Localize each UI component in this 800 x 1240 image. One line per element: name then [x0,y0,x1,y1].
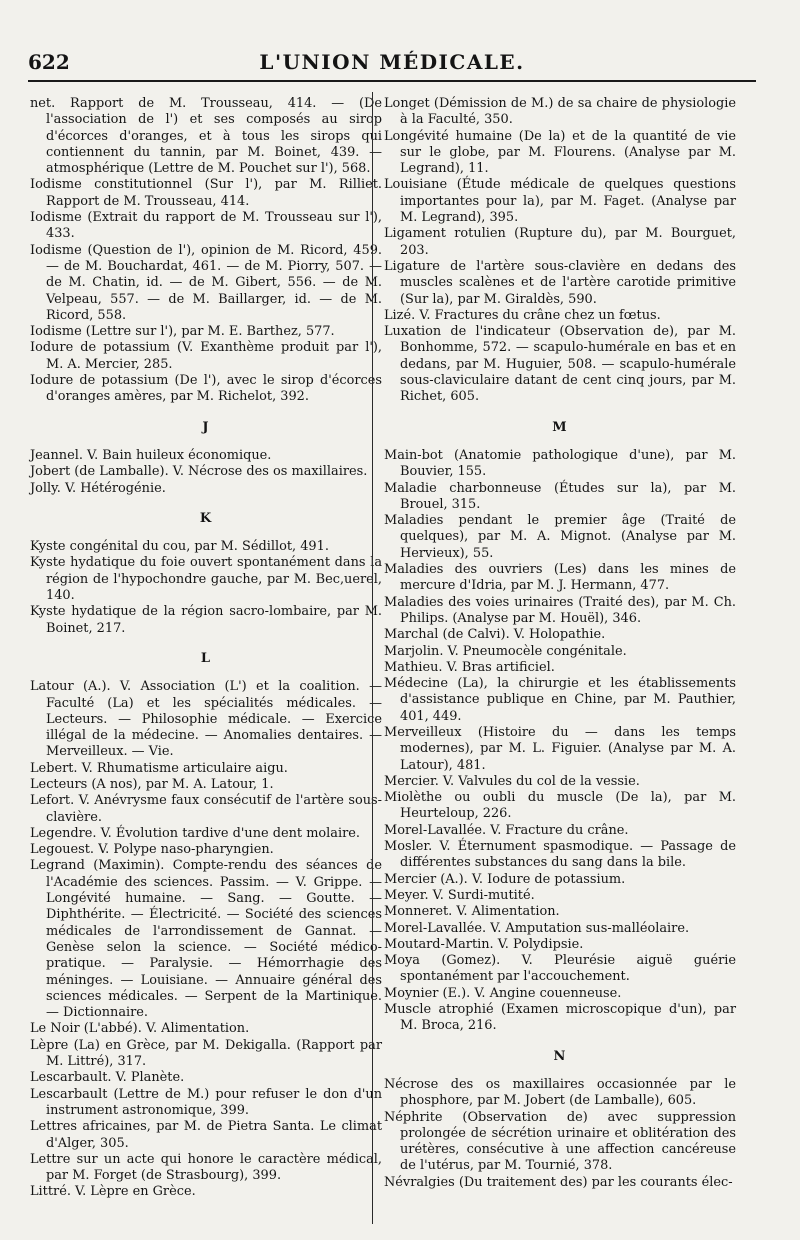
index-entry: Iodure de potassium (V. Exanthème produit par l'), M. A. Mercier, 285. [30,340,382,372]
index-entry: Longet (Démission de M.) de sa chaire de physiologie à la Faculté, 350. [384,96,736,128]
index-entry: Luxation de l'indicateur (Observation de), par M. Bonhomme, 572. — scapulo-humérale en bas et en dedans, par M. Huguier, 508. — scapulo-humérale sous-claviculaire datant de cent cinq jours, par M. Richet, 605. [384,324,736,405]
index-entry: Morel-Lavallée. V. Fracture du crâne. [384,822,629,838]
index-entry: Lescarbault (Lettre de M.) pour refuser le don d'un instrument astronomique, 399. [30,1086,382,1118]
running-title: L'UNION MÉDICALE. [259,50,525,74]
index-entry: Névralgies (Du traitement des) par les courants élec- [384,1174,733,1190]
index-entry: Louisiane (Étude médicale de quelques questions importantes pour la), par M. Faget. (Analyse par M. Legrand), 395. [384,177,736,226]
index-entry: Iodisme (Question de l'), opinion de M. Ricord, 459. — de M. Bouchardat, 461. — de M. Piorry, 507. — de M. Chatin, id. — de M. Gibert, 556. — de M. Velpeau, 557. — de M. Baillarger, id. — de M. Ricord, 558. [30,242,382,323]
index-entry: Ligament rotulien (Rupture du), par M. Bourguet, 203. [384,226,736,258]
index-entry: Jolly. V. Hétérogénie. [30,480,166,496]
column-divider [372,92,373,1224]
index-entry: Lizé. V. Fractures du crâne chez un fœtus. [384,307,661,323]
index-entry: Legrand (Maximin). Compte-rendu des séances de l'Académie des sciences. Passim. — V. Grippe. — Longévité humaine. — Sang. — Goutte. — Diphthérite. — Électricité. — Société des sciences médicales de l'arrondissement de Gannat. — Genèse selon la science. — Société médico-pratique. — Paralysie. — Hémorrhagie des méninges. — Louisiane. — Annuaire général des sciences médicales. — Serpent de la Martinique. — Dictionnaire. [30,858,382,1021]
index-entry: Iodisme (Lettre sur l'), par M. E. Barthez, 577. [30,324,335,340]
index-entry: Marjolin. V. Pneumocèle congénitale. [384,643,627,659]
index-entry: Morel-Lavallée. V. Amputation sus-malléolaire. [384,920,690,936]
index-entry: Littré. V. Lèpre en Grèce. [30,1184,196,1200]
index-entry: Maladies pendant le premier âge (Traité de quelques), par M. A. Mignot. (Analyse par M. Hervieux), 55. [384,513,736,561]
index-entry: Maladies des voies urinaires (Traité des), par M. Ch. Philips. (Analyse par M. Houël), 346. [384,594,736,626]
index-entry: Mathieu. V. Bras artificiel. [384,659,555,675]
page-header [28,48,756,84]
index-entry: Néphrite (Observation de) avec suppression prolongée de sécrétion urinaire et oblitération des urétères, consécutive à une affection cancéreuse de l'utérus, par M. Tournié, 378. [384,1109,736,1174]
index-entry: Meyer. V. Surdi-mutité. [384,887,535,903]
index-entry: Mosler. V. Éternument spasmodique. — Passage de différentes substances du sang dans la bile. [384,839,736,871]
page-number: 622 [28,50,70,74]
index-entry: Lescarbault. V. Planète. [30,1070,185,1086]
index-entry: Mercier (A.). V. Iodure de potassium. [384,871,626,887]
index-entry: Mercier. V. Valvules du col de la vessie. [384,773,640,789]
index-entry: Kyste hydatique du foie ouvert spontanément dans la région de l'hypochondre gauche, par M. Bec,uerel, 140. [30,555,382,604]
index-entry: Miolèthe ou oubli du muscle (De la), par M. Heurteloup, 226. [384,790,736,822]
index-entry: Maladie charbonneuse (Études sur la), par M. Brouel, 315. [384,480,736,512]
index-entry: Moynier (E.). V. Angine couenneuse. [384,985,622,1001]
index-entry: Moya (Gomez). V. Pleurésie aiguë guérie spontanément par l'accouchement. [384,953,736,985]
index-entry: Longévité humaine (De la) et de la quantité de vie sur le globe, par M. Flourens. (Analyse par M. Legrand), 11. [384,128,736,177]
index-entry: Monneret. V. Alimentation. [384,904,560,920]
right-column [384,96,736,1191]
index-entry: Médecine (La), la chirurgie et les établissements d'assistance publique en Chine, par M. Pauthier, 401, 449. [384,676,736,724]
section-letter: M [552,419,568,435]
index-entry: Kyste hydatique de la région sacro-lombaire, par M. Boinet, 217. [30,604,382,636]
index-entry: Lecteurs (A nos), par M. A. Latour, 1. [30,776,274,792]
index-entry: net. Rapport de M. Trousseau, 414. — (De l'association de l') et ses composés au sirop d'écorces d'oranges, et à tous les sirops qui contiennent du tannin, par M. Boinet, 439. — atmosphérique (Lettre de M. Pouchet sur l'), 568. [30,96,382,177]
index-entry: Muscle atrophié (Examen microscopique d'un), par M. Broca, 216. [384,1002,736,1034]
header-rule [28,80,756,82]
index-entry: Marchal (de Calvi). V. Holopathie. [384,627,606,643]
index-entry: Jeannel. V. Bain huileux économique. [30,447,272,463]
index-entry: Merveilleux (Histoire du — dans les temps modernes), par M. L. Figuier. (Analyse par M. A. Latour), 481. [384,724,736,773]
index-entry: Iodisme constitutionnel (Sur l'), par M. Rilliet. Rapport de M. Trousseau, 414. [30,177,382,209]
index-entry: Iodure de potassium (De l'), avec le sirop d'écorces d'oranges amères, par M. Richelot, 392. [30,373,382,405]
index-entry: Kyste congénital du cou, par M. Sédillot, 491. [30,539,329,555]
index-entry: Legendre. V. Évolution tardive d'une dent molaire. [30,825,360,841]
index-entry: Moutard-Martin. V. Polydipsie. [384,936,584,952]
index-entry: Lettres africaines, par M. de Pietra Santa. Le climat d'Alger, 305. [30,1119,382,1151]
index-entry: Lettre sur un acte qui honore le caractère médical, par M. Forget (de Strasbourg), 399. [30,1151,382,1184]
index-entry: Lebert. V. Rhumatisme articulaire aigu. [30,760,288,776]
index-entry: Le Noir (L'abbé). V. Alimentation. [30,1021,250,1037]
section-letter: L [200,650,212,666]
section-letter: J [202,419,210,435]
index-entry: Ligature de l'artère sous-clavière en dedans des muscles scalènes et de l'artère carotide primitive (Sur la), par M. Giraldès, 590. [384,258,736,307]
index-entry: Jobert (de Lamballe). V. Nécrose des os maxillaires. [30,464,368,480]
section-letter: N [553,1048,567,1064]
index-entry: Maladies des ouvriers (Les) dans les mines de mercure d'Idria, par M. J. Hermann, 477. [384,562,736,594]
left-column [30,96,382,1201]
index-entry: Latour (A.). V. Association (L') et la coalition. — Faculté (La) et les spécialités médicales. — Lecteurs. — Philosophie médicale. — Exercice illégal de la médecine. — Anomalies dentaires. — Merveilleux. — Vie. [30,679,382,760]
index-entry: Iodisme (Extrait du rapport de M. Trousseau sur l'), 433. [30,210,382,242]
index-entry: Main-bot (Anatomie pathologique d'une), par M. Bouvier, 155. [384,447,736,480]
index-entry: Nécrose des os maxillaires occasionnée par le phosphore, par M. Jobert (de Lamballe), 605. [384,1076,736,1109]
index-entry: Legouest. V. Polype naso-pharyngien. [30,842,274,858]
index-entry: Lèpre (La) en Grèce, par M. Dekigalla. (Rapport par M. Littré), 317. [30,1037,382,1070]
index-entry: Lefort. V. Anévrysme faux consécutif de l'artère sous-clavière. [30,793,382,825]
section-letter: K [199,510,213,526]
